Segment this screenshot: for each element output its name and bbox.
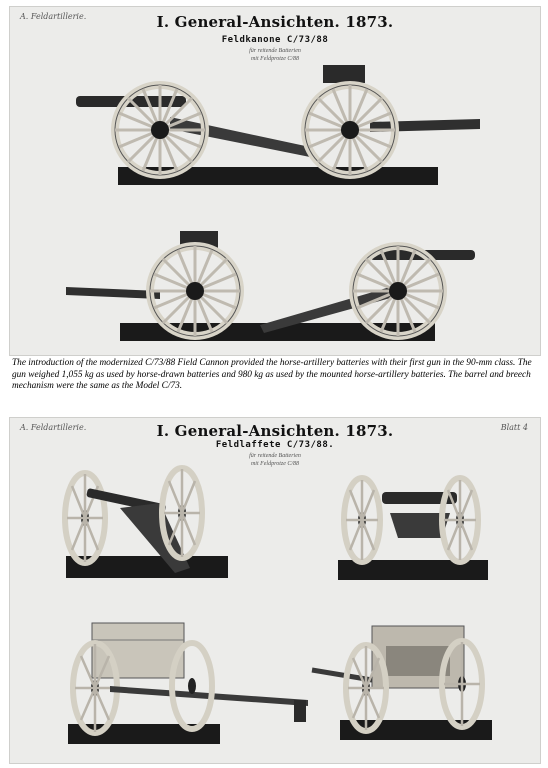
gun-carriage-rear-three-quarter-icon bbox=[338, 478, 488, 580]
plate-note-line-1: für reitende Batterien bbox=[249, 48, 301, 54]
cannon-photographs-top bbox=[10, 7, 540, 355]
limber-with-pole-side-icon bbox=[68, 623, 308, 744]
plate-subheading: Feldlaffete C/73/88. bbox=[215, 440, 335, 450]
plate-heading: I. General-Ansichten. 1873. bbox=[156, 13, 394, 31]
limber-rear-view-icon bbox=[312, 626, 492, 740]
carriage-photographs-bottom bbox=[10, 418, 540, 763]
gun-carriage-front-three-quarter-icon bbox=[65, 468, 228, 578]
plate-note-line-2: mit Feldprotze C/88 bbox=[250, 56, 300, 62]
plate-sheet-number: Blatt 4 bbox=[500, 423, 528, 432]
plate-corner-label: A. Feldartillerie. bbox=[20, 423, 87, 432]
plate-note-line-2: mit Feldprotze C/88 bbox=[250, 461, 300, 467]
limbered-cannon-side-view-right-icon bbox=[66, 231, 475, 341]
photo-caption: The introduction of the modernized C/73/88 Field Cannon provided the horse-artillery batteries with their first gun in the 90-mm class. The gun weighed 1,055 kg as used by horse-drawn batteries and 980 kg as used by the mounted horse-artillery batteries. The barrel and breech mechanism were the same as the Model C/73. bbox=[12, 358, 532, 391]
plate-subheading: Feldkanone C/73/88 bbox=[221, 35, 329, 45]
plate-heading: I. General-Ansichten. 1873. bbox=[156, 422, 394, 440]
limbered-cannon-side-view-left-icon bbox=[76, 65, 480, 185]
plate-note-line-1: für reitende Batterien bbox=[249, 453, 301, 459]
plate-corner-label: A. Feldartillerie. bbox=[20, 12, 87, 21]
bottom-plate-photograph bbox=[9, 417, 541, 764]
top-plate-photograph bbox=[9, 6, 541, 356]
